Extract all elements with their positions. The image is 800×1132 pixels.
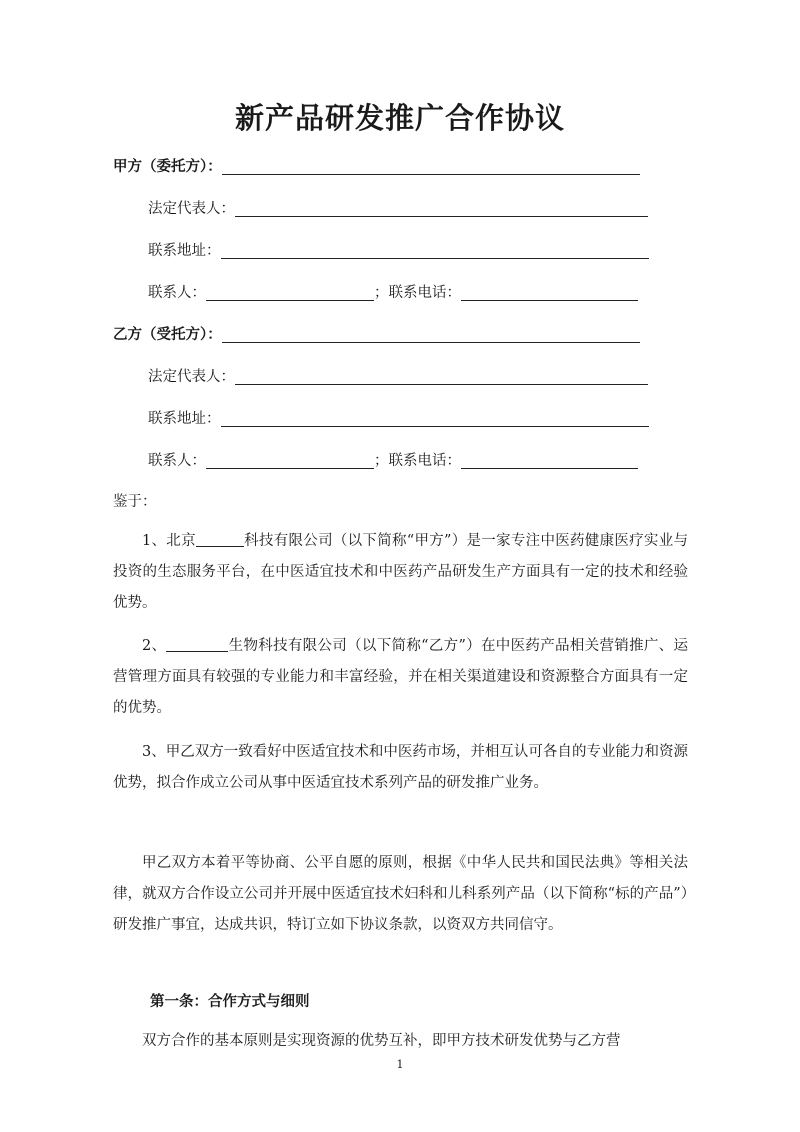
- party-b-address-label: 联系地址：: [148, 411, 221, 427]
- party-b-contact-row: [148, 449, 638, 470]
- party-a-address-row: [148, 239, 649, 260]
- recital-2-text: 生物科技有限公司（以下简称“乙方”）在中医药产品相关营销推广、运营管理方面具有较强的专业能力和丰富经验，并在相关渠道建设和资源整合方面具有一定的优势。: [113, 638, 688, 716]
- party-a-phone-field[interactable]: [461, 286, 638, 301]
- party-a-label: 甲方（委托方）：: [113, 158, 222, 175]
- recital-3: 3、甲乙双方一致看好中医适宜技术和中医药市场，并相互认可各自的专业能力和资源优势，拟合作成立公司从事中医适宜技术系列产品的研发推广业务。: [113, 744, 688, 791]
- party-b-phone-field[interactable]: [461, 454, 638, 469]
- party-a-legal-rep-field[interactable]: [235, 202, 648, 217]
- preamble-paragraph: 甲乙双方本着平等协商、公平自愿的原则，根据《中华人民共和国民法典》等相关法律，就双方合作设立公司并开展中医适宜技术妇科和儿科系列产品（以下简称“标的产品”）研发推广事宜，达成共识，特订立如下协议条款，以资双方共同信守。: [113, 855, 688, 933]
- party-b-label: 乙方（受托方）：: [113, 326, 222, 343]
- party-a-address-field[interactable]: [221, 244, 649, 259]
- document-title: 新产品研发推广合作协议: [234, 101, 565, 135]
- party-b-name-field[interactable]: [222, 328, 640, 343]
- article-1-text: 双方合作的基本原则是实现资源的优势互补，即甲方技术研发优势与乙方营: [142, 1033, 621, 1049]
- recital-1-company-blank[interactable]: [196, 532, 244, 547]
- recital-1: [113, 526, 688, 619]
- party-a-phone-label: ；联系电话：: [374, 285, 461, 301]
- recital-1-text: 科技有限公司（以下简称“甲方”）是一家专注中医药健康医疗实业与投资的生态服务平台，在中医适宜技术和中医药产品研发生产方面具有一定的技术和经验优势。: [113, 533, 688, 611]
- recital-2: [113, 631, 688, 724]
- recital-2-prefix: 2、: [142, 638, 167, 654]
- party-b-phone-label: ；联系电话：: [374, 453, 461, 469]
- party-a-row: [113, 155, 640, 176]
- party-a-contact-label: 联系人：: [148, 285, 206, 301]
- recital-1-prefix: 1、北京: [142, 533, 196, 549]
- party-b-contact-field[interactable]: [206, 454, 374, 469]
- party-b-address-field[interactable]: [221, 412, 649, 427]
- party-a-contact-row: [148, 281, 638, 302]
- whereas-label: 鉴于：: [113, 494, 157, 510]
- party-b-legal-rep-field[interactable]: [235, 370, 648, 385]
- party-b-legal-rep-label: 法定代表人：: [148, 369, 235, 385]
- party-a-legal-rep-label: 法定代表人：: [148, 201, 235, 217]
- party-a-name-field[interactable]: [222, 160, 640, 175]
- party-a-legal-rep-row: [148, 197, 648, 218]
- page-number: 1: [396, 1058, 404, 1071]
- party-b-address-row: [148, 407, 649, 428]
- party-b-row: [113, 323, 640, 344]
- recital-2-company-blank[interactable]: [166, 637, 228, 652]
- party-a-contact-field[interactable]: [206, 286, 374, 301]
- party-a-address-label: 联系地址：: [148, 243, 221, 259]
- party-b-legal-rep-row: [148, 365, 648, 386]
- party-b-contact-label: 联系人：: [148, 453, 206, 469]
- article-1-heading: 第一条：合作方式与细则: [150, 993, 310, 1010]
